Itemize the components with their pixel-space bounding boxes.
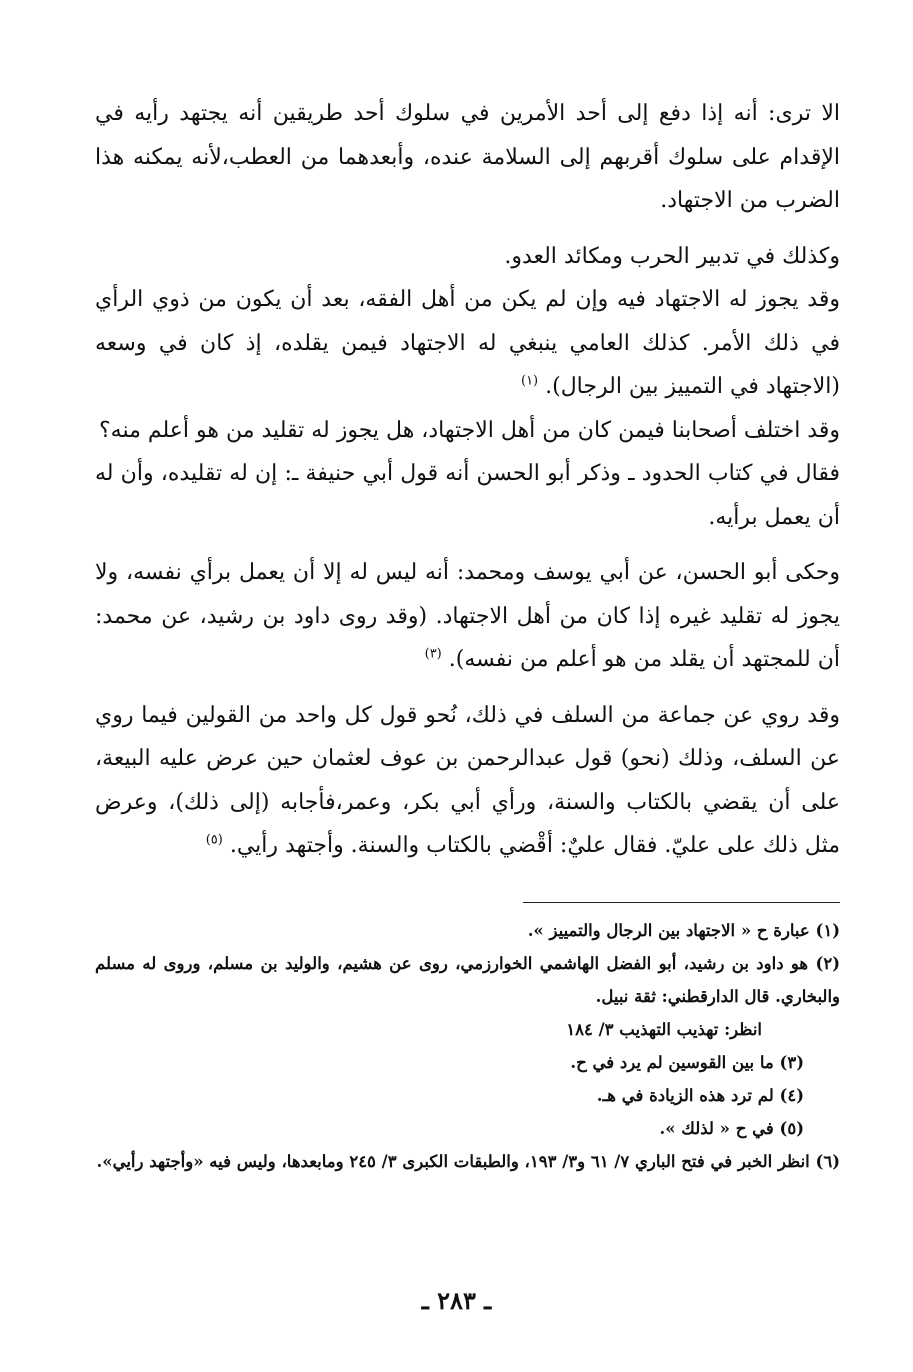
footnote-ref-1: (١) xyxy=(520,373,539,389)
paragraph-6 xyxy=(95,551,840,682)
footnote-1: (١) عبارة ح « الاجتهاد بين الرجال والتمييز ». xyxy=(527,921,840,940)
footnotes xyxy=(95,914,840,1178)
footnote-separator xyxy=(523,902,840,903)
paragraph-6-text: وحكى أبو الحسن، عن أبي يوسف ومحمد: أنه ليس له إلا أن يعمل برأي نفسه، ولا يجوز له تقليد غيره إذا كان من أهل الاجتهاد. (وقد روى داود بن رشيد، عن محمد: أن للمجتهد أن يقلد من هو أعلم من نفسه). xyxy=(95,560,840,672)
paragraph-7-text: وقد روي عن جماعة من السلف في ذلك، نُحو قول كل واحد من القولين فيما روي عن السلف، وذلك (نحو) قول عبدالرحمن بن عوف لعثمان حين عرض عليه البيعة، على أن يقضي بالكتاب والسنة، ورأي أبي بكر، وعمر،فأجابه (إلى ذلك)، وعرض مثل ذلك على عليّ. فقال عليٌ: أقْضي بالكتاب والسنة. وأجتهد رأيي. xyxy=(95,702,840,858)
paragraph-3-text: وقد يجوز له الاجتهاد فيه وإن لم يكن من أهل الفقه، بعد أن يكون من ذوي الرأي في ذلك الأمر. كذلك العامي ينبغي له الاجتهاد فيمن يقلده، إذ كان في وسعه (الاجتهاد في التمييز بين الرجال). xyxy=(95,287,840,399)
paragraph-2: وكذلك في تدبير الحرب ومكائد العدو. xyxy=(504,243,840,269)
footnote-6: (٦) انظر الخبر في فتح الباري ٧/ ٦١ و٣/ ١٩٣، والطبقات الكبرى ٣/ ٢٤٥ ومابعدها، وليس فيه «وأجتهد رأيي». xyxy=(96,1152,840,1171)
page-number: ـ ٢٨٣ ـ xyxy=(421,1286,492,1315)
footnote-2: (٢) هو داود بن رشيد، أبو الفضل الهاشمي الخوارزمي، روى عن هشيم، والوليد بن مسلم، وروى له مسلم والبخاري. قال الدارقطني: ثقة نبيل. xyxy=(95,954,840,1006)
paragraph-7 xyxy=(95,694,840,868)
main-text xyxy=(95,92,840,868)
paragraph-3 xyxy=(95,278,840,409)
footnote-2-reference: انظر: تهذيب التهذيب ٣/ ١٨٤ xyxy=(566,1020,762,1039)
footnote-ref-6: (٥) xyxy=(205,832,223,848)
paragraph-5: فقال في كتاب الحدود ـ وذكر أبو الحسن أنه قول أبي حنيفة ـ: إن له تقليده، وأن له أن يعمل برأيه. xyxy=(95,461,840,530)
paragraph-4: وقد اختلف أصحابنا فيمن كان من أهل الاجتهاد، هل يجوز له تقليد من هو أعلم منه؟ xyxy=(98,417,840,443)
footnote-4: (٤) لم ترد هذه الزيادة في هـ. xyxy=(596,1086,804,1105)
footnote-5: (٥) في ح « لذلك ». xyxy=(659,1119,804,1138)
footnote-3: (٣) ما بين القوسين لم يرد في ح. xyxy=(570,1053,804,1072)
paragraph-1: الا ترى: أنه إذا دفع إلى أحد الأمرين في سلوك أحد طريقين أنه يجتهد رأيه في الإقدام على سلوك أقربهم إلى السلامة عنده، وأبعدهما من العطب،لأنه يمكنه هذا الضرب من الاجتهاد. xyxy=(95,101,840,213)
footnote-ref-3: (٣) xyxy=(424,646,442,662)
